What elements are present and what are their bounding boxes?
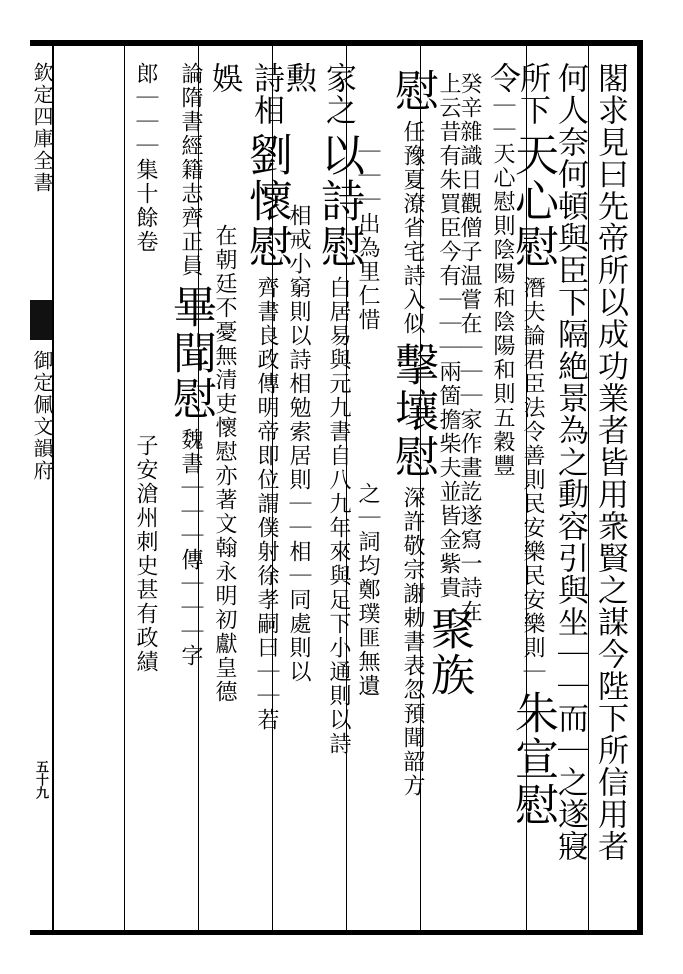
column-14-note: 子安滄州刺史甚有政績 — [133, 434, 158, 674]
column-12-lead: 娛 — [206, 62, 242, 94]
text-column-5: 癸辛雜識日觀僧子温嘗在｜｜｜家作畫訖遂寫一詩在 — [457, 72, 482, 624]
text-column-13 — [165, 62, 216, 668]
margin-book-title: 欽定四庫全書 — [30, 62, 54, 194]
column-9-lead: 家之 — [320, 62, 356, 126]
text-column-4 — [484, 62, 520, 478]
column-10-lead: 勲 — [280, 62, 316, 94]
column-4-note: ｜｜天心慰則陰陽和陰陽和則五穀豐 — [490, 94, 515, 478]
margin-work-title: 御定佩文韻府 — [30, 350, 54, 482]
text-column-11 — [241, 62, 292, 732]
margin-fishtail-mark — [30, 300, 52, 340]
headword-wei: 慰 — [387, 68, 438, 114]
frame-top-border — [30, 40, 642, 46]
column-3-note: 潛夫論君臣法令善則民安樂民安樂則｜ — [520, 276, 545, 684]
column-7-note: 任豫夏潦省宅詩入似 — [400, 120, 425, 336]
column-8-note: ｜｜｜出為里仁惜 — [355, 140, 380, 332]
column-4-lead: 令 — [484, 62, 520, 94]
headword-ji-rang-wei: 擊壤慰 — [387, 342, 438, 480]
text-column-9 — [313, 62, 364, 756]
column-13-lead: 論隋書經籍志齊正員 — [178, 62, 203, 278]
column-11-note: 齊書良政傳明帝即位謂僕射徐孝嗣曰｜｜若 — [254, 276, 279, 732]
column-rule — [124, 46, 125, 930]
column-13-note: 魏書｜｜｜傳｜｜｜字 — [178, 428, 203, 668]
column-11-lead: 詩相 — [248, 62, 284, 126]
headword-zhu-xuan-wei: 朱宣慰 — [507, 690, 558, 828]
column-10-note: 相戒小窮則以詩相勉索居則｜｜相｜同處則以 — [286, 204, 311, 684]
frame-bottom-border — [30, 930, 642, 935]
headword-ju-zu: 聚族 — [423, 606, 474, 698]
column-14-lead: 郎｜｜｜集十餘卷 — [133, 62, 158, 254]
column-7-note-2: 深許敬宗謝勅書表忽預聞韶方 — [400, 486, 425, 798]
headword-tian-xin-wei: 天心慰 — [507, 132, 558, 270]
text-column-7 — [387, 62, 438, 798]
margin-page-number: 五十九 — [33, 760, 48, 799]
headword-yi-shi-wei: 以詩慰 — [313, 132, 364, 270]
column-8-note-2: 之｜詞均鄭璞匪無遺 — [355, 482, 380, 698]
column-12-note: 在朝廷不憂無清吏懷慰亦著文翰永明初獻皇德 — [212, 224, 237, 704]
headword-bi-wen-wei: 畢聞慰 — [165, 284, 216, 422]
column-rule — [588, 46, 589, 930]
column-9-note: 白居易與元九書自八九年來與足下小通則以詩 — [326, 276, 351, 756]
text-column-14 — [134, 62, 156, 674]
column-6-note: 上云昔有朱買臣今有｜｜｜兩箇擔柴夫並皆金紫貴 — [436, 72, 461, 600]
text-column-2: 何人奈何頓與臣下隔絶景為之動容引與坐｜｜而｜之遂寢 — [552, 62, 588, 862]
headword-liu-huai-wei: 劉懷慰 — [241, 132, 292, 270]
frame-right-border — [637, 40, 643, 935]
column-3-lead: 所下 — [514, 62, 550, 126]
text-column-1: 閣求見曰先帝所以成功業者皆用衆賢之謀今陛下所信用者 — [592, 62, 628, 862]
